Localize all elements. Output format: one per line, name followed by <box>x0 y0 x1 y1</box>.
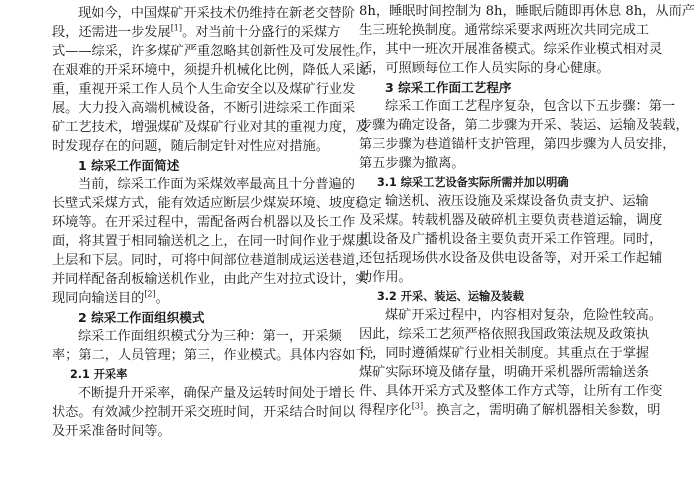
section-1-line-1: 当前，综采工作面为采煤效率最高且十分普遍的 <box>78 177 355 192</box>
section-2-line-1: 综采工作面组织模式分为三种：第一，开采频 <box>78 329 342 344</box>
section-3-2-line-5: 件、具体开采方式及整体工作方式等，让所有工作变 <box>359 384 663 399</box>
intro-line-7: 矿工艺技术，增强煤矿及煤矿行业对其的重视力度，及 <box>52 120 369 135</box>
intro-line-5: 重，重视开采工作人员个人生命安全以及煤矿行业发 <box>52 82 356 97</box>
section-2-1-line-2: 状态。有效减少控制开采交班时间，开采结合时间以 <box>52 405 356 420</box>
section-3-2-heading: 3.2 开采、装运、运输及装载 <box>377 290 524 303</box>
section-2-1-line-1: 不断提升开采率，确保产量及运转时间处于增长 <box>78 386 355 401</box>
section-3-1-line-4: 还包括现场供水设备及供电设备等，对开采工作起辅 <box>359 251 663 266</box>
section-3-line-1: 综采工作面工艺程序复杂，包含以下五步骤：第一 <box>385 99 676 114</box>
section-3-2-line-2: 因此，综采工艺须严格依照我国政策法规及政策执 <box>359 327 650 342</box>
section-3-1-heading: 3.1 综采工艺设备实际所需并加以明确 <box>377 176 569 189</box>
right-top-line-2: 生三班轮换制度。通常综采要求两班次共同完成工 <box>359 23 650 38</box>
section-3-2-line-3: 行，同时遵循煤矿行业相关制度。其重点在于掌握 <box>359 346 650 361</box>
section-3-1-line-3: 机设备及广播机设备主要负责开采工作管理。同时， <box>359 232 663 247</box>
section-3-line-4: 第五步骤为撤离。 <box>359 156 465 171</box>
section-1-line-3: 环境等。在开采过程中，需配备两台机器以及长工作 <box>52 215 356 230</box>
right-column <box>359 0 695 485</box>
section-2-1-line-3: 及开采准备时间等。 <box>52 424 171 439</box>
citation-ref: [1] <box>170 23 183 33</box>
section-3-line-2: 步骤为确定设备，第二步骤为开采、装运、运输及装载， <box>359 118 689 133</box>
citation-ref: [2] <box>144 289 156 299</box>
section-2-1-heading: 2.1 开采率 <box>70 368 128 381</box>
section-3-2-line-4: 煤矿实际环境及储存量，明确开采机器所需输送条 <box>359 365 650 380</box>
section-1-line-5: 上层和下层。同时，可将中间部位巷道制成运送巷道， <box>52 253 369 268</box>
section-3-heading: 3 综采工作面工艺程序 <box>385 80 512 95</box>
section-3-line-3: 第三步骤为巷道锚杆支护管理，第四步骤为人员安排， <box>359 137 676 152</box>
section-2-heading: 2 综采工作面组织模式 <box>78 310 205 325</box>
section-3-1-line-1: 输送机、液压设施及采煤设备负责支护、运输 <box>385 194 649 209</box>
section-1-line-6: 并同样配备刮板输送机作业，由此产生对拉式设计，实 <box>52 272 369 287</box>
citation-ref: [3] <box>411 401 424 411</box>
right-top-line-3: 作，其中一班次开展准备模式。综采作业模式相对灵 <box>359 42 663 57</box>
intro-line-8: 时发现存在的问题，随后制定针对性应对措施。 <box>52 139 329 154</box>
intro-line-3: 式——综采，许多煤矿严重忽略其创新性及可发展性。 <box>52 44 369 59</box>
intro-line-2: 段，还需进一步发展[1]。对当前十分盛行的采煤方 <box>52 23 341 40</box>
section-3-1-line-5: 助作用。 <box>359 270 412 285</box>
section-3-2-line-6: 得程序化[3]。换言之，需明确了解机器相关参数，明 <box>359 401 661 418</box>
section-1-heading: 1 综采工作面简述 <box>78 158 180 173</box>
section-2-line-2: 率；第二，人员管理；第三，作业模式。具体内容如下： <box>52 348 382 363</box>
intro-line-1: 现如今，中国煤矿开采技术仍维持在新老交替阶 <box>78 6 355 21</box>
section-1-line-4: 面，将其置于相同输送机之上，在同一时间作业于煤层 <box>52 234 369 249</box>
intro-line-6: 展。大力投入高端机械设备，不断引进综采工作面采 <box>52 101 356 116</box>
section-1-line-2: 长壁式采煤方式，能有效适应断层少煤炭环境、坡度稳定 <box>52 196 382 211</box>
left-column <box>52 0 382 485</box>
section-3-1-line-2: 及采煤。转载机器及破碎机主要负责巷道运输，调度 <box>359 213 663 228</box>
right-top-line-1: 8h，睡眠时间控制为 8h，睡眠后随即再休息 8h，从而产 <box>359 4 695 19</box>
right-top-line-4: 活，可照顾每位工作人员实际的身心健康。 <box>359 61 610 76</box>
section-3-2-line-1: 煤矿开采过程中，内容相对复杂，危险性较高。 <box>385 308 662 323</box>
section-1-line-7: 现同向输送目的[2]。 <box>52 289 169 306</box>
intro-line-4: 在艰难的开采环境中，须提升机械化比例，降低人采比 <box>52 63 369 78</box>
